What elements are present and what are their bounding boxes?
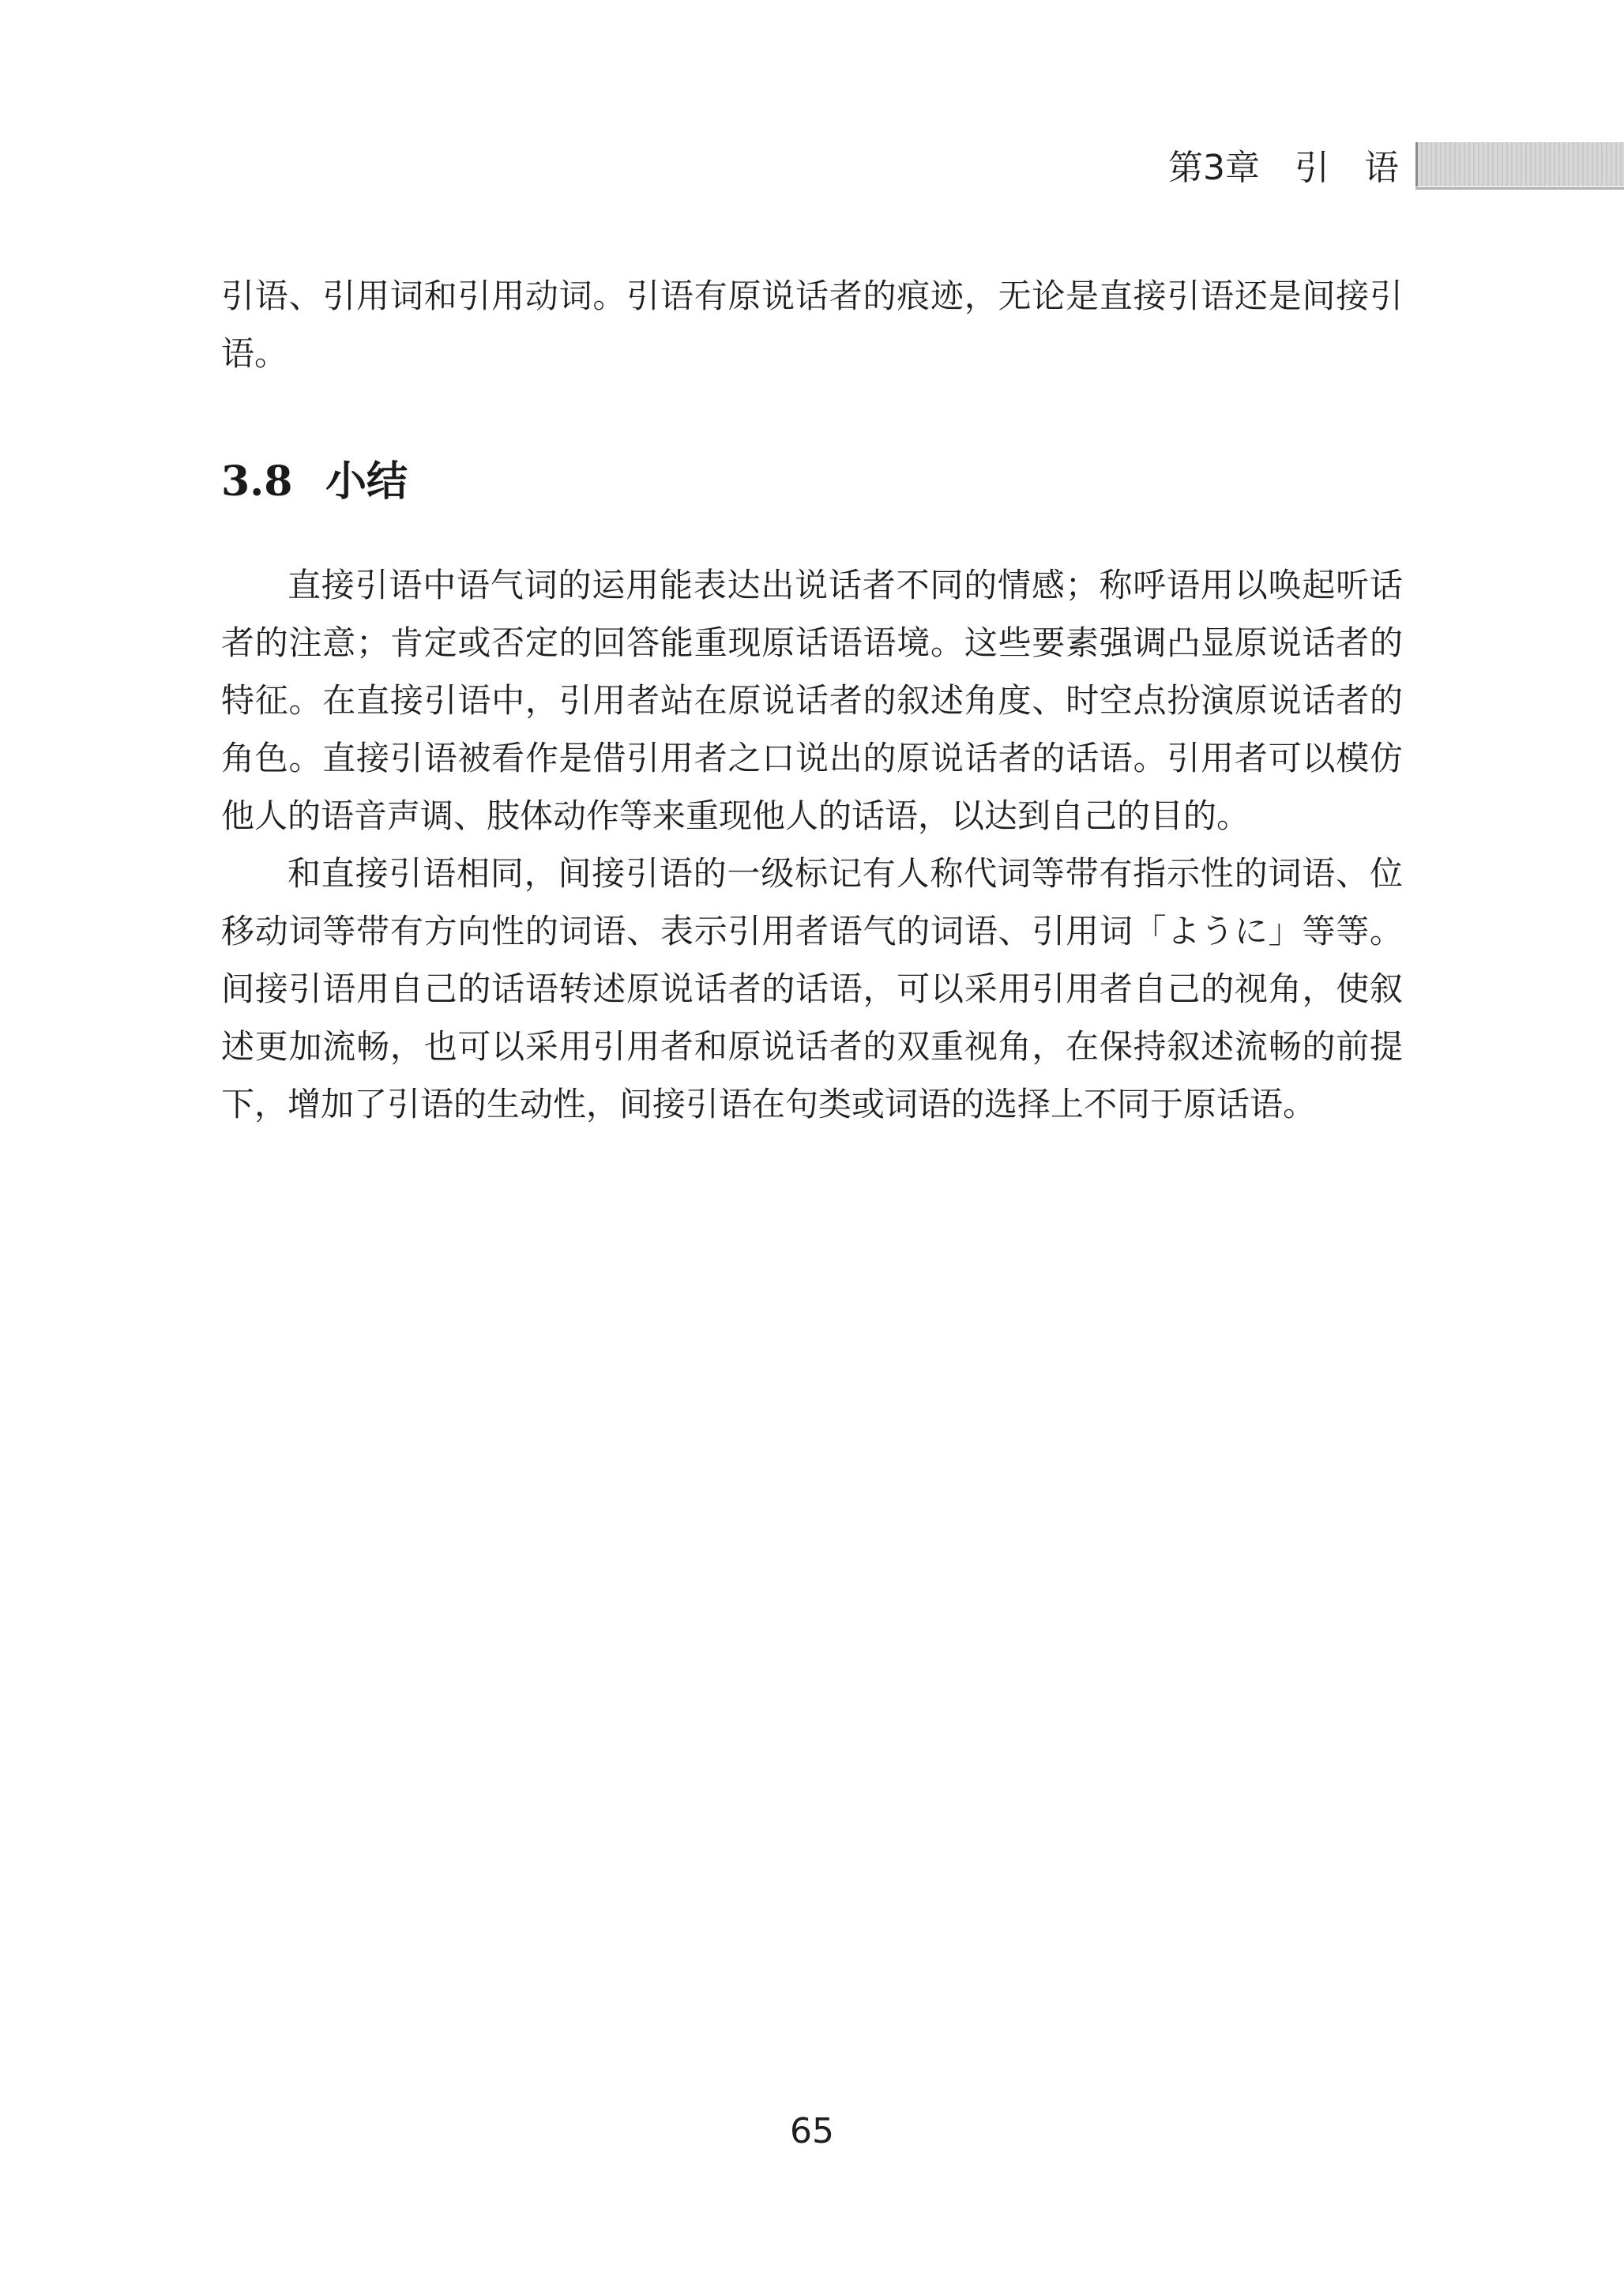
header-decorative-bar	[1415, 142, 1624, 186]
section-title: 小结	[325, 458, 408, 506]
header-rule	[1415, 187, 1624, 190]
page-number: 65	[790, 2111, 834, 2151]
page-body	[221, 267, 1403, 1133]
section-heading	[221, 450, 1403, 514]
summary-paragraph-1: 直接引语中语气词的运用能表达出说话者不同的情感；称呼语用以唤起听话者的注意；肯定或否定的回答能重现原话语语境。这些要素强调凸显原说话者的特征。在直接引语中，引用者站在原说话者的叙述角度、时空点扮演原说话者的角色。直接引语被看作是借引用者之口说出的原说话者的话语。引用者可以模仿他人的语音声调、肢体动作等来重现他人的话语，以达到自己的目的。	[221, 566, 1403, 835]
continuation-paragraph: 引语、引用词和引用动词。引语有原说话者的痕迹，无论是直接引语还是间接引语。	[221, 277, 1403, 373]
running-header: 第3章 引 语	[1168, 148, 1399, 188]
section-number: 3.8	[221, 457, 293, 506]
summary-paragraph-2: 和直接引语相同，间接引语的一级标记有人称代词等带有指示性的词语、位移动词等带有方向性的词语、表示引用者语气的词语、引用词「ように」等等。间接引语用自己的话语转述原说话者的话语，可以采用引用者自己的视角，使叙述更加流畅，也可以采用引用者和原说话者的双重视角，在保持叙述流畅的前提下，增加了引语的生动性，间接引语在句类或词语的选择上不同于原话语。	[221, 854, 1403, 1123]
